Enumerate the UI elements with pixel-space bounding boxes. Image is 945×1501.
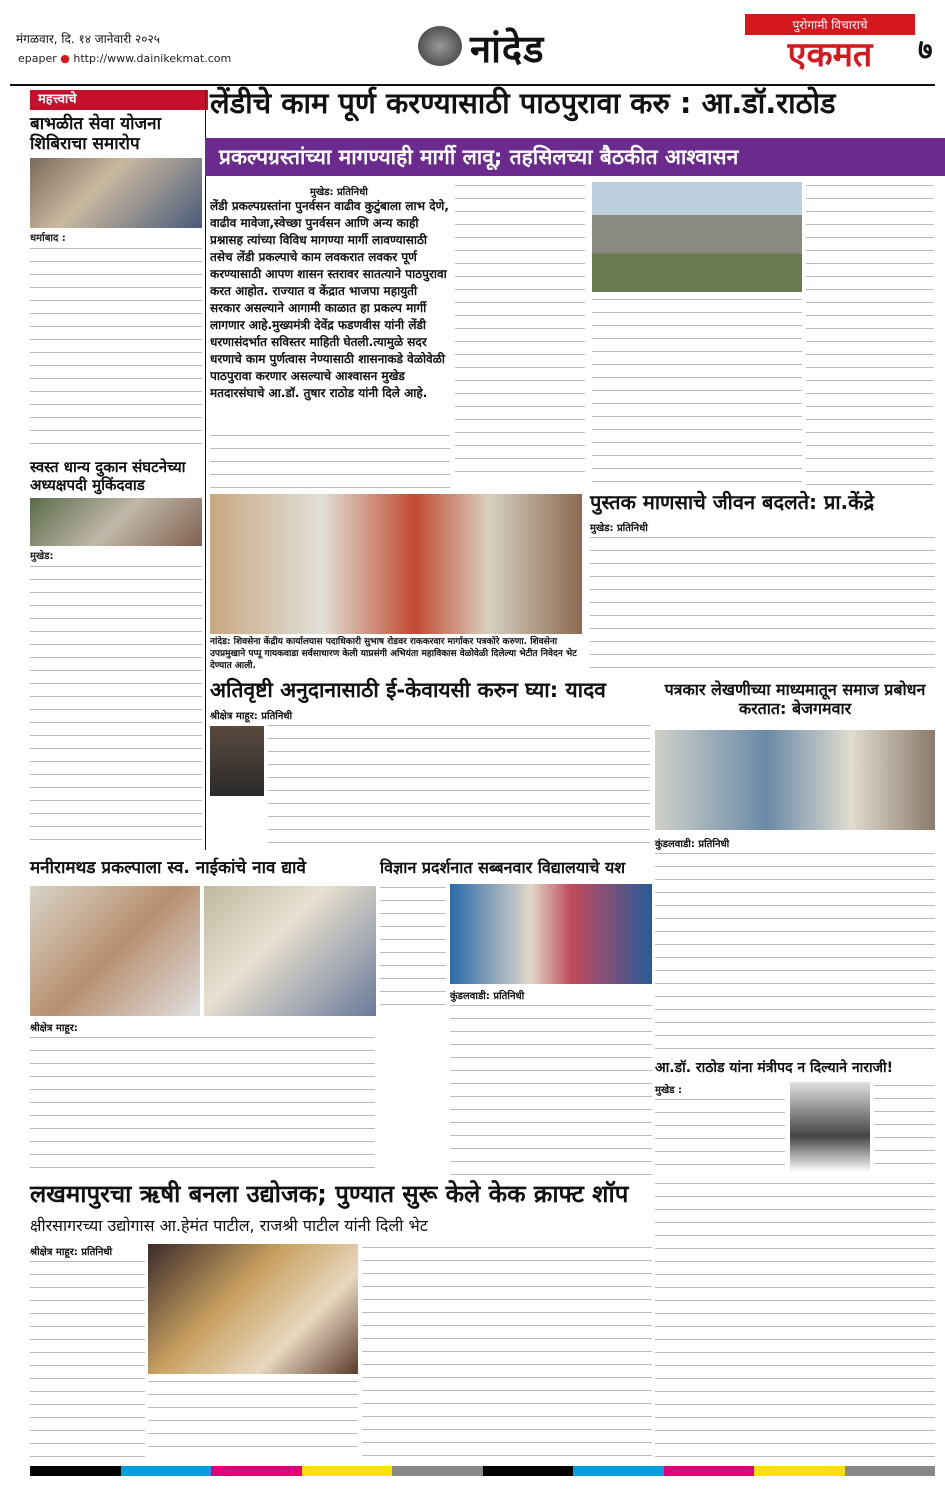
article-2-body — [590, 534, 935, 676]
article-8-body-col-3 — [362, 1244, 652, 1458]
article-3-body — [268, 722, 650, 852]
article-8-body-col-4 — [655, 1180, 935, 1458]
section-label: महत्त्वाचे — [30, 90, 208, 110]
cake-shop-photo — [148, 1244, 358, 1374]
journalists-photo — [655, 730, 935, 830]
epaper-label: epaper — [18, 52, 57, 65]
main-headline: लेंडीचे काम पूर्ण करण्यासाठी पाठपुरावा करु : आ.डॉ.राठोड — [210, 86, 836, 120]
main-subheadline: प्रकल्पग्रस्तांच्या मागण्याही मार्गी लावू; तहसिलच्या बैठकीत आश्वासन — [205, 138, 945, 176]
sidebar-divider — [205, 90, 206, 850]
print-registration-bar — [30, 1466, 935, 1476]
delegation-caption: नांदेड: शिवसेना केंद्रीय कार्यालयास पदाधिकारी सुभाष रोडवर राककरवार मार्गाकर पत्रकोरे करुणा. शिवसेना उपप्रमुखाने पप्पू गायकवाडा सर्वसाधारण केली याप्रसंगी अभियंता महाविकास वेळोवेळी दिलेल्या भेटीत निवेदन भेट देण्यात आली. — [210, 637, 577, 671]
side-story-2-byline: मुखेड: — [30, 551, 54, 562]
issue-date: मंगळवार, दि. १४ जानेवारी २०२५ — [16, 32, 161, 46]
side-story-2-photo — [30, 498, 202, 546]
city-title: नांदेड — [470, 27, 545, 71]
article-2-byline: मुखेड: प्रतिनिधी — [590, 523, 648, 534]
side-story-1-byline: धर्माबाद : — [30, 233, 66, 244]
article-2-title: पुस्तक माणसाचे जीवन बदलते: प्रा.केंद्रे — [590, 490, 875, 514]
article-3-byline: श्रीक्षेत्र माहूर: प्रतिनिधी — [210, 711, 293, 722]
side-story-1-photo — [30, 158, 202, 228]
main-lead: लेंडी प्रकल्पग्रस्तांना पुनर्वसन वाढीव कुटुंबाला लाभ देणे, वाढीव मावेजा,स्वेच्छा पुनर्वसन आणि अन्य काही प्रश्नासह त्यांच्या विविध मागण्या मार्गी लावण्यासाठी तसेच लेंडी प्रकल्पाचे काम लवकरात लवकर पूर्ण करण्यासाठी आपण शासन स्तरावर सातत्याने पाठपुरावा करत आहोत. राज्यात व केंद्रात भाजपा महायुती सरकार असल्याने आगामी काळात हा प्रकल्प मार्गी लागणार आहे.मुख्यमंत्री देवेंद्र फडणवीस यांनी लेंडी धरणासंदर्भात सविस्तर माहिती घेतली.त्यामुळे सदर धरणाचे काम पुर्णत्वास नेण्यासाठी शासनाकडे वेळोवेळी पाठपुरावा करणार असल्याचे आश्वासन मुखेड मतदारसंघाचे आ.डॉ. तुषार राठोड यांनी दिले आहे. — [210, 199, 449, 400]
article-8-body-col-2 — [148, 1378, 358, 1458]
delegation-photo — [210, 494, 582, 634]
article-7-body-left — [655, 1096, 785, 1176]
logo-name: एकमत — [787, 35, 873, 75]
memorandum-photo — [30, 886, 200, 1016]
main-body-col — [455, 182, 585, 482]
article-7-byline: मुखेड : — [655, 1085, 682, 1096]
epaper-link[interactable] — [18, 52, 231, 65]
mla-portrait — [790, 1082, 870, 1172]
emblem-icon — [418, 26, 462, 66]
reporter-photo — [210, 726, 264, 796]
science-fair-photo — [450, 884, 652, 984]
article-5-byline: श्रीक्षेत्र माहूर: — [30, 1023, 78, 1034]
article-6-body — [450, 1002, 652, 1176]
main-body-bottom — [210, 432, 450, 492]
main-byline: मुखेड: प्रतिनिधी — [310, 187, 368, 198]
meeting-photo — [204, 886, 376, 1016]
main-body-col-2 — [592, 296, 802, 486]
article-8-body-col-1 — [30, 1258, 145, 1458]
logo-tagline: पुरोगामी विचाराचे — [745, 14, 915, 35]
article-6-title: विज्ञान प्रदर्शनात सब्बनवार विद्यालयाचे यश — [380, 858, 626, 877]
article-8-subtitle: क्षीरसागरच्या उद्योगास आ.हेमंत पाटील, राजश्री पाटील यांनी दिली भेट — [30, 1216, 428, 1235]
article-5-title: मनीरामथड प्रकल्पाला स्व. नाईकांचे नाव द्यावे — [30, 858, 306, 878]
masthead-logo — [745, 14, 915, 84]
page-number: ७ — [918, 33, 933, 66]
side-story-2-body — [30, 550, 202, 850]
globe-icon: ● — [60, 52, 70, 65]
side-story-2-title: स्वस्त धान्य दुकान संघटनेच्या अध्यक्षपदी मुकिंदवाड — [30, 458, 186, 494]
site-url: http://www.dainikekmat.com — [73, 52, 232, 65]
article-7-body-right — [874, 1082, 935, 1176]
side-story-1-title: बाभळीत सेवा योजना शिबिराचा समारोप — [30, 114, 161, 155]
article-8-title: लखमापुरचा ऋषी बनला उद्योजक; पुण्यात सुरू केले केक क्राफ्ट शॉप — [30, 1180, 629, 1208]
article-5-body — [30, 1034, 375, 1176]
article-4-byline: कुंडलवाडी: प्रतिनिधी — [655, 839, 730, 850]
article-4-body — [655, 850, 935, 1055]
article-6-byline: कुंडलवाडी: प्रतिनिधी — [450, 991, 525, 1002]
side-story-1-body — [30, 232, 202, 454]
article-3-title: अतिवृष्टी अनुदानासाठी ई-केवायसी करुन घ्या: यादव — [210, 678, 606, 702]
dam-photo — [592, 182, 802, 292]
article-4-title: पत्रकार लेखणीच्या माध्यमातून समाज प्रबोधन करतात: बेजगमवार — [664, 680, 926, 719]
article-8-byline: श्रीक्षेत्र माहूर: प्रतिनिधी — [30, 1247, 113, 1258]
article-6-left-body — [380, 884, 446, 1014]
article-7-title: आ.डॉ. राठोड यांना मंत्रीपद न दिल्याने नाराजी! — [655, 1060, 894, 1076]
main-body-col-3 — [806, 182, 934, 486]
